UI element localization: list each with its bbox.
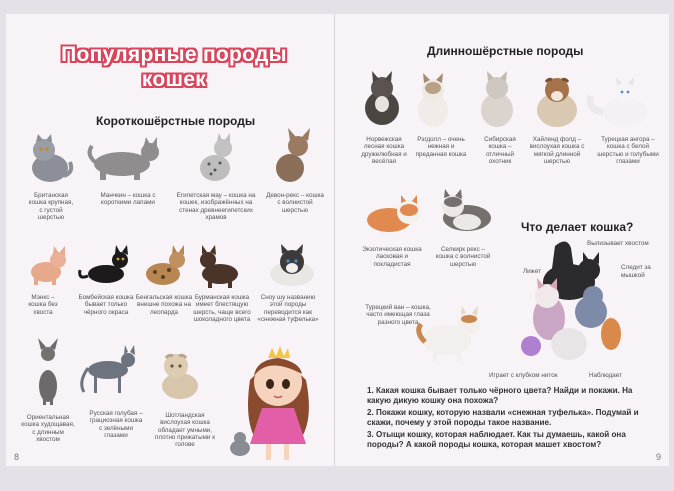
russian-blue-image [74,342,146,398]
caption-munchkin: Манчкин – кошка с короткими лапами [100,192,156,207]
exotic-cat-image [361,190,427,236]
caption-bengal: Бенгальская кошка внешне похожа на леопарда [135,294,193,316]
caption-oriental: Ориентальная кошка худощавая, с длинным хвостом [21,414,75,443]
bombay-cat-image [76,242,136,287]
question-3: 3. Отыщи кошку, которая наблюдает. Как ты думаешь, какой она породы? А какой породы кошка, которая машет хвостом? [367,430,626,449]
page-number-left: 8 [14,452,20,462]
munchkin-cat-image [86,134,166,184]
devon-rex-image [268,126,318,186]
action-licks-tail: Вылизывает хвостом [587,240,649,247]
action-watches-mouse: Следит за мышкой [621,264,651,279]
shorthair-heading: Короткошёрстные породы [96,114,256,128]
caption-ragdoll: Рэгдолл – очень нежная и преданная кошка [415,136,467,158]
caption-siberian: Сибирская кошка – отличный охотник [484,136,516,165]
highland-fold-image [529,68,585,130]
bengal-cat-image [139,242,189,290]
caption-exotic: Экзотическая кошка ласковая и покладистая [362,246,422,268]
title-line-2: кошек [141,68,207,91]
ragdoll-image [411,70,455,130]
caption-bombay: Бомбейская кошка бывает только чёрного окраса [78,294,134,316]
manx-cat-image [24,242,69,287]
turkish-angora-image [585,76,661,132]
page-number-right: 9 [655,452,661,462]
caption-angora: Турецкая ангора – кошка с белой шерстью и голубыми глазами [597,136,659,165]
scottish-fold-image [154,348,204,400]
action-observes: Наблюдает [589,372,622,379]
right-page [335,14,669,466]
caption-norwegian: Норвежская лесная кошка дружелюбная и весёлая [361,136,407,165]
longhair-heading: Длинношёрстные породы [427,44,584,58]
caption-highland: Хайленд фолд – вислоухая кошка с мягкой длинной шерстью [529,136,585,165]
page-title [24,42,324,92]
norwegian-forest-image [357,68,407,128]
action-plays-yarn: Играет с клубком ниток [489,372,558,379]
caption-snowshoe: Сноу шу названию этой породы переводится как «снежная туфелька» [257,294,319,323]
burmese-cat-image [194,242,249,290]
left-page [6,14,335,466]
caption-selkirk: Селкирк рекс – кошка с волнистой шерстью [435,246,491,268]
caption-scottish-fold: Шотландская вислоухая кошка обладает умными, плотно прижатыми к голове [155,412,215,449]
question-1: 1. Какая кошка бывает только чёрного цвета? Найди и покажи. На какую дикую кошку она похожа? [367,386,633,405]
action-licks: Лижет [523,268,542,275]
question-2: 2. Покажи кошку, которую назвали «снежная туфелька». Подумай и скажи, почему у этой породы такое название. [367,408,639,427]
caption-mau: Египетская мау – кошка на кошек, изображённых на стенах древнеегипетских храмов [176,192,256,221]
caption-burmese: Бурманская кошка имеет блестящую шерсть, чаще всего шоколадного цвета [193,294,251,323]
caption-turkish-van: Турецкий ван – кошка, часто имеющая глаза разного цвета [365,304,431,326]
caption-devon: Девон-рекс – кошка с волнистой шерстью [266,192,324,214]
british-cat-image [24,132,74,184]
caption-russian-blue: Русская голубая – грациозная кошка с зелёными глазами [89,410,143,439]
caption-manx: Мэнкс – кошка без хвоста [28,294,58,316]
selkirk-rex-image [435,186,499,234]
siberian-image [475,68,519,130]
question-heading: Что делает кошка? [521,220,634,234]
egyptian-mau-image [191,130,241,185]
cat-group-illustration [511,236,623,366]
oriental-cat-image [28,336,68,406]
title-line-1: Популярные породы [61,43,287,66]
caption-british: Британская кошка крупная, с густой шерстью [28,192,74,221]
girl-illustration [228,340,328,466]
snowshoe-cat-image [264,242,319,288]
